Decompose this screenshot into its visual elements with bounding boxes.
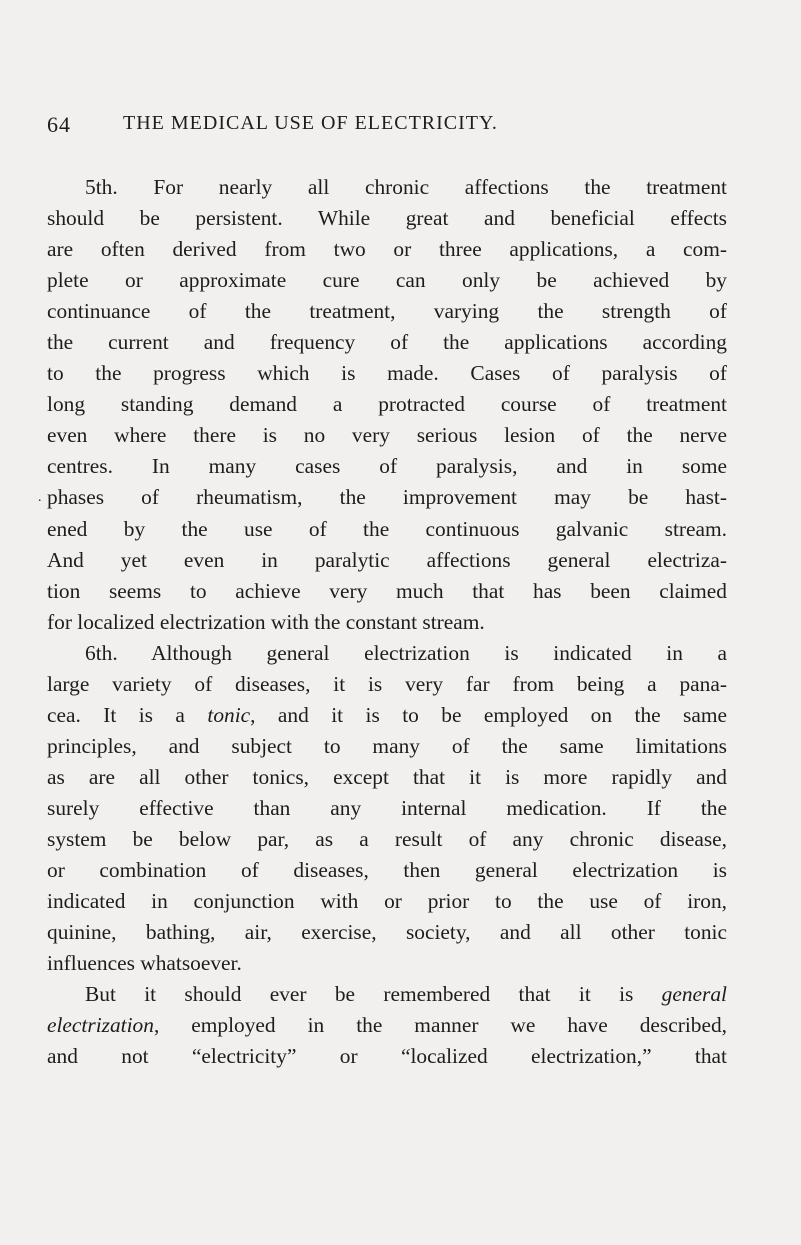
text-line: long standing demand a protracted course of treatment bbox=[47, 392, 727, 417]
text-line: large variety of diseases, it is very far from being a pana- bbox=[47, 671, 727, 696]
text-line: as are all other tonics, except that it is more rapidly and bbox=[47, 764, 727, 789]
text-line: the current and frequency of the applications according bbox=[47, 330, 727, 355]
text-line: 6th. Although general electrization is indicated in a bbox=[85, 640, 727, 665]
text-line: or combination of diseases, then general electrization is bbox=[47, 858, 727, 883]
text-line: continuance of the treatment, varying the strength of bbox=[47, 299, 727, 324]
body-text bbox=[38, 172, 728, 1072]
text-segment: cea. It is a bbox=[47, 702, 185, 727]
text-segment: , and it is to be employed on the same bbox=[250, 702, 728, 727]
text-line: for localized electrization with the constant stream. bbox=[47, 609, 485, 634]
running-title: THE MEDICAL USE OF ELECTRICITY. bbox=[123, 112, 498, 134]
text-line: centres. In many cases of paralysis, and in some bbox=[47, 454, 727, 479]
running-head bbox=[47, 112, 727, 142]
text-line bbox=[47, 700, 727, 731]
text-line: ened by the use of the continuous galvanic stream. bbox=[47, 516, 727, 541]
text-segment: , employed in the manner we have described, bbox=[153, 1013, 727, 1038]
text-line bbox=[38, 482, 727, 513]
text-line bbox=[47, 1010, 727, 1041]
text-line: quinine, bathing, air, exercise, society, and all other tonic bbox=[47, 920, 727, 945]
italic-word: general bbox=[661, 982, 727, 1007]
text-line: and not “electricity” or “localized electrization,” that bbox=[47, 1044, 727, 1069]
text-line: to the progress which is made. Cases of paralysis of bbox=[47, 361, 727, 386]
text-line: influences whatsoever. bbox=[47, 951, 242, 976]
text-line: 5th. For nearly all chronic affections the treatment bbox=[85, 175, 727, 199]
text-line: are often derived from two or three applications, a com- bbox=[47, 237, 727, 262]
text-line: even where there is no very serious lesion of the nerve bbox=[47, 423, 727, 448]
text-line-content: phases of rheumatism, the improvement may be hast- bbox=[47, 485, 727, 510]
italic-word: tonic bbox=[207, 702, 251, 727]
stray-print-mark: . bbox=[38, 490, 42, 506]
text-line: plete or approximate cure can only be achieved by bbox=[47, 268, 727, 293]
text-line: And yet even in paralytic affections general electriza- bbox=[47, 547, 727, 572]
text-line bbox=[47, 979, 727, 1010]
text-line: tion seems to achieve very much that has been claimed bbox=[47, 578, 727, 603]
text-line: indicated in conjunction with or prior to the use of iron, bbox=[47, 889, 727, 914]
text-segment: But it should ever be remembered that it is bbox=[85, 982, 634, 1007]
page-number: 64 bbox=[47, 112, 71, 137]
text-line: system be below par, as a result of any chronic disease, bbox=[47, 826, 727, 851]
text-line: should be persistent. While great and beneficial effects bbox=[47, 206, 727, 231]
text-line: surely effective than any internal medication. If the bbox=[47, 795, 727, 820]
italic-word: electrization bbox=[47, 1013, 154, 1038]
text-line: principles, and subject to many of the same limitations bbox=[47, 733, 727, 758]
